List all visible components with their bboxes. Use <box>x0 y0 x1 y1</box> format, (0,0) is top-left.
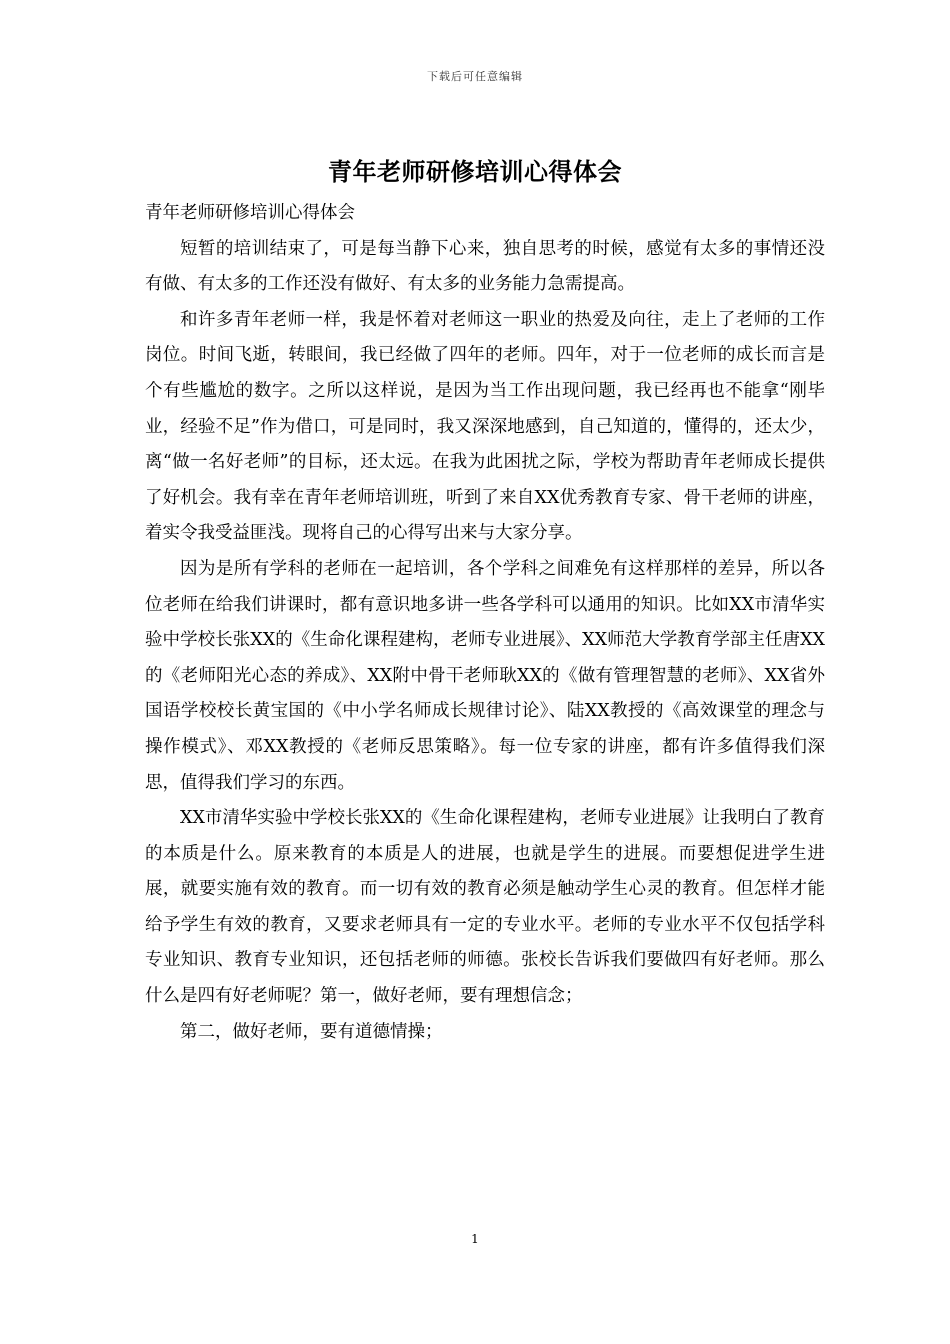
document-title: 青年老师研修培训心得体会 <box>328 157 622 186</box>
body-paragraph: 第二，做好老师，要有道德情操； <box>180 1021 443 1042</box>
page-number: 1 <box>471 1232 479 1246</box>
body-paragraph: 和许多青年老师一样，我是怀着对老师这一职业的热爱及向往，走上了老师的工作岗位。时间飞逝，转眼间，我已经做了四年的老师。四年，对于一位老师的成长而言是个有些尴尬的数字。之所以这样说，是因为当工作出现问题，我已经再也不能拿“刚毕业，经验不足”作为借口，可是同时，我又深深地感到，自己知道的，懂得的，还太少，离“做一名好老师”的目标，还太远。在我为此困扰之际，学校为帮助青年老师成长提供了好机会。我有幸在青年老师培训班，听到了来自XX优秀教育专家、骨干老师的讲座，着实令我受益匪浅。现将自己的心得写出来与大家分享。 <box>145 309 825 544</box>
body-paragraph: 短暂的培训结束了，可是每当静下心来，独自思考的时候，感觉有太多的事情还没有做、有太多的工作还没有做好、有太多的业务能力急需提高。 <box>145 238 825 295</box>
body-paragraph: 因为是所有学科的老师在一起培训，各个学科之间难免有这样那样的差异，所以各位老师在给我们讲课时，都有意识地多讲一些各学科可以通用的知识。比如XX市清华实验中学校长张XX的《生命化课程建构，老师专业进展》、XX师范大学教育学部主任唐XX的《老师阳光心态的养成》、XX附中骨干老师耿XX的《做有管理智慧的老师》、XX省外国语学校校长黄宝国的《中小学名师成长规律讨论》、陆XX教授的《高效课堂的理念与操作模式》、邓XX教授的《老师反思策略》。每一位专家的讲座，都有许多值得我们深思，值得我们学习的东西。 <box>145 558 825 793</box>
body-paragraph: XX市清华实验中学校长张XX的《生命化课程建构，老师专业进展》让我明白了教育的本质是什么。原来教育的本质是人的进展，也就是学生的进展。而要想促进学生进展，就要实施有效的教育。而一切有效的教育必须是触动学生心灵的教育。但怎样才能给予学生有效的教育，又要求老师具有一定的专业水平。老师的专业水平不仅包括学科专业知识、教育专业知识，还包括老师的师德。张校长告诉我们要做四有好老师。那么什么是四有好老师呢？第一，做好老师，要有理想信念； <box>145 808 825 1007</box>
header-note: 下载后可任意编辑 <box>427 70 523 83</box>
subtitle-paragraph: 青年老师研修培训心得体会 <box>145 203 355 223</box>
document-body <box>145 196 825 1050</box>
